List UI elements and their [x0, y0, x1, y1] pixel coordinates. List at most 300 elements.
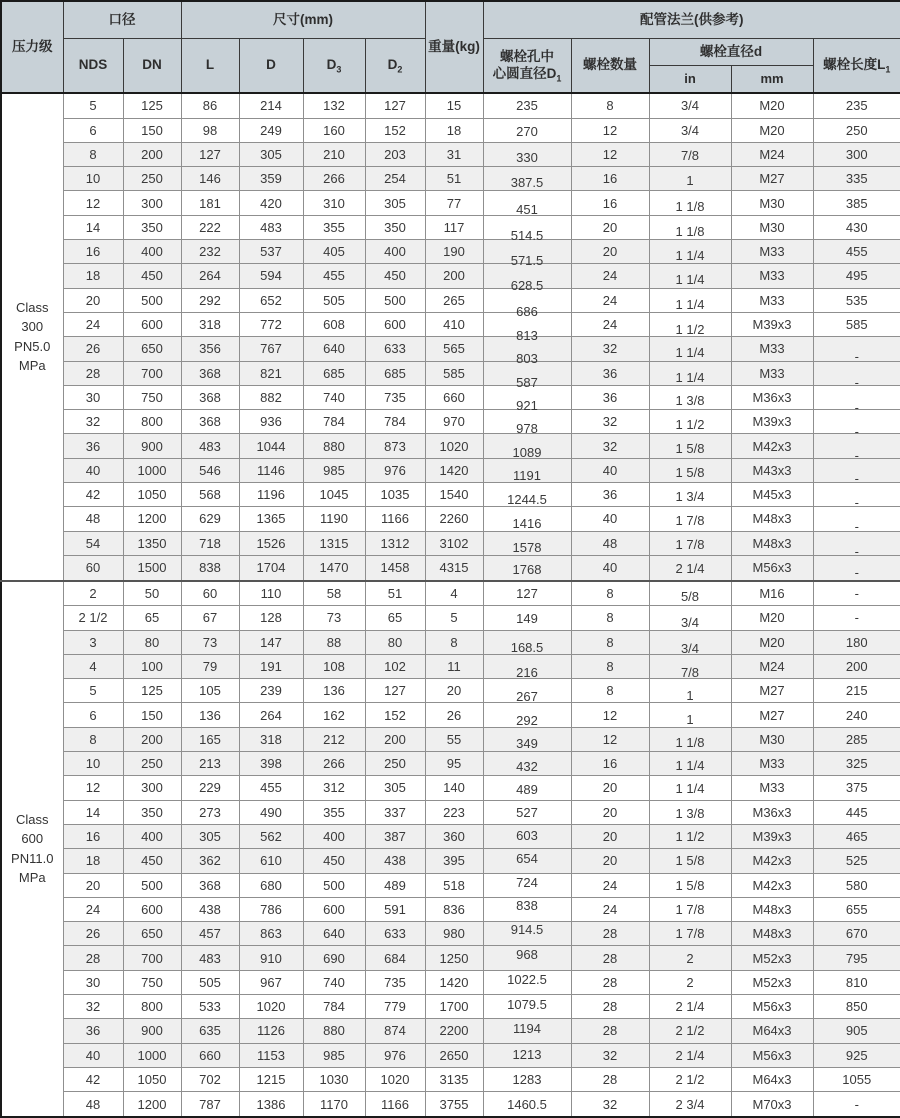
cell-bolt_dia_in: 1 7/8 — [649, 897, 731, 921]
table-row — [1, 361, 900, 385]
cell-DN: 600 — [123, 312, 181, 336]
cell-NDS: 5 — [63, 93, 123, 118]
cell-bolt_circle_D1: 571.5 — [483, 240, 571, 264]
cell-bolt_circle_D1: 349 — [483, 727, 571, 751]
cell-bolt_dia_in: 1 3/8 — [649, 800, 731, 824]
cell-L: 86 — [181, 93, 239, 118]
cell-bolt_len_L1: 250 — [813, 118, 900, 142]
table-row — [1, 995, 900, 1019]
cell-bolt_dia_in: 5/8 — [649, 581, 731, 606]
cell-L: 368 — [181, 385, 239, 409]
cell-NDS: 32 — [63, 410, 123, 434]
cell-L: 838 — [181, 555, 239, 580]
cell-bolt_dia_mm: M39x3 — [731, 312, 813, 336]
cell-weight_kg: 970 — [425, 410, 483, 434]
cell-bolt_dia_mm: M20 — [731, 93, 813, 118]
cell-NDS: 60 — [63, 555, 123, 580]
cell-bolt_qty: 32 — [571, 337, 649, 361]
cell-D3: 162 — [303, 703, 365, 727]
cell-D: 110 — [239, 581, 303, 606]
cell-bolt_len_L1: - — [813, 337, 900, 361]
cell-weight_kg: 2260 — [425, 507, 483, 531]
cell-bolt_dia_in: 2 1/4 — [649, 555, 731, 580]
cell-D2: 1035 — [365, 483, 425, 507]
cell-L: 292 — [181, 288, 239, 312]
cell-bolt_qty: 12 — [571, 703, 649, 727]
table-row — [1, 703, 900, 727]
cell-bolt_dia_mm: M56x3 — [731, 1043, 813, 1067]
cell-D2: 450 — [365, 264, 425, 288]
cell-L: 438 — [181, 897, 239, 921]
cell-D2: 152 — [365, 703, 425, 727]
header-flange: 配管法兰(供参考) — [483, 1, 900, 39]
cell-D3: 1045 — [303, 483, 365, 507]
cell-NDS: 10 — [63, 167, 123, 191]
cell-bolt_dia_mm: M24 — [731, 654, 813, 678]
cell-D2: 735 — [365, 385, 425, 409]
cell-D3: 740 — [303, 385, 365, 409]
cell-NDS: 2 1/2 — [63, 606, 123, 630]
cell-D3: 880 — [303, 434, 365, 458]
cell-D3: 985 — [303, 458, 365, 482]
cell-bolt_len_L1: 325 — [813, 752, 900, 776]
header-bolt-length: 螺栓长度$L_1$ — [813, 39, 900, 94]
cell-bolt_dia_mm: M42x3 — [731, 849, 813, 873]
cell-D3: 88 — [303, 630, 365, 654]
cell-bolt_dia_mm: M20 — [731, 606, 813, 630]
cell-D3: 108 — [303, 654, 365, 678]
table-row — [1, 1067, 900, 1091]
cell-bolt_circle_D1: 1578 — [483, 531, 571, 555]
cell-bolt_dia_in: 3/4 — [649, 630, 731, 654]
cell-bolt_dia_in: 2 1/4 — [649, 1043, 731, 1067]
cell-D3: 1315 — [303, 531, 365, 555]
cell-bolt_dia_mm: M33 — [731, 361, 813, 385]
cell-D: 821 — [239, 361, 303, 385]
cell-bolt_qty: 32 — [571, 410, 649, 434]
cell-bolt_len_L1: 240 — [813, 703, 900, 727]
cell-bolt_len_L1: 215 — [813, 679, 900, 703]
cell-bolt_dia_mm: M27 — [731, 167, 813, 191]
cell-bolt_dia_mm: M48x3 — [731, 922, 813, 946]
cell-weight_kg: 200 — [425, 264, 483, 288]
cell-bolt_len_L1: 925 — [813, 1043, 900, 1067]
cell-D: 1386 — [239, 1092, 303, 1117]
cell-bolt_circle_D1: 330 — [483, 142, 571, 166]
cell-bolt_qty: 28 — [571, 922, 649, 946]
cell-D2: 305 — [365, 191, 425, 215]
table-row — [1, 264, 900, 288]
cell-NDS: 28 — [63, 946, 123, 970]
cell-D3: 132 — [303, 93, 365, 118]
cell-bolt_dia_mm: M52x3 — [731, 970, 813, 994]
cell-L: 368 — [181, 873, 239, 897]
cell-bolt_dia_mm: M64x3 — [731, 1019, 813, 1043]
cell-D3: 160 — [303, 118, 365, 142]
cell-bolt_qty: 40 — [571, 458, 649, 482]
cell-weight_kg: 1700 — [425, 995, 483, 1019]
cell-weight_kg: 8 — [425, 630, 483, 654]
table-row — [1, 240, 900, 264]
cell-L: 483 — [181, 946, 239, 970]
cell-D3: 1030 — [303, 1067, 365, 1091]
cell-bolt_dia_mm: M56x3 — [731, 995, 813, 1019]
cell-D: 1704 — [239, 555, 303, 580]
cell-weight_kg: 18 — [425, 118, 483, 142]
cell-D2: 779 — [365, 995, 425, 1019]
cell-weight_kg: 4315 — [425, 555, 483, 580]
cell-bolt_qty: 36 — [571, 361, 649, 385]
cell-DN: 1000 — [123, 458, 181, 482]
cell-D2: 600 — [365, 312, 425, 336]
cell-bolt_circle_D1: 1191 — [483, 458, 571, 482]
cell-L: 362 — [181, 849, 239, 873]
cell-L: 660 — [181, 1043, 239, 1067]
cell-bolt_dia_in: 7/8 — [649, 142, 731, 166]
cell-bolt_dia_in: 1 1/4 — [649, 337, 731, 361]
cell-bolt_len_L1: 655 — [813, 897, 900, 921]
table-row — [1, 752, 900, 776]
cell-bolt_qty: 16 — [571, 191, 649, 215]
cell-bolt_dia_in: 1 7/8 — [649, 531, 731, 555]
cell-bolt_len_L1: 1055 — [813, 1067, 900, 1091]
cell-weight_kg: 11 — [425, 654, 483, 678]
cell-NDS: 6 — [63, 703, 123, 727]
table-row — [1, 873, 900, 897]
cell-D3: 310 — [303, 191, 365, 215]
cell-bolt_dia_in: 1 1/8 — [649, 215, 731, 239]
table-row — [1, 1092, 900, 1117]
cell-bolt_qty: 20 — [571, 215, 649, 239]
cell-bolt_dia_mm: M45x3 — [731, 483, 813, 507]
cell-NDS: 30 — [63, 385, 123, 409]
cell-bolt_dia_in: 1 — [649, 167, 731, 191]
cell-D2: 1020 — [365, 1067, 425, 1091]
cell-D2: 976 — [365, 1043, 425, 1067]
cell-D2: 152 — [365, 118, 425, 142]
cell-D3: 266 — [303, 752, 365, 776]
cell-bolt_dia_mm: M33 — [731, 337, 813, 361]
cell-weight_kg: 1420 — [425, 458, 483, 482]
cell-D: 882 — [239, 385, 303, 409]
cell-weight_kg: 518 — [425, 873, 483, 897]
cell-NDS: 20 — [63, 288, 123, 312]
cell-weight_kg: 585 — [425, 361, 483, 385]
cell-L: 264 — [181, 264, 239, 288]
cell-bolt_dia_mm: M52x3 — [731, 946, 813, 970]
cell-bolt_len_L1: 445 — [813, 800, 900, 824]
cell-DN: 750 — [123, 385, 181, 409]
cell-D2: 51 — [365, 581, 425, 606]
cell-D: 483 — [239, 215, 303, 239]
cell-bolt_circle_D1: 1416 — [483, 507, 571, 531]
cell-bolt_dia_in: 1 1/2 — [649, 312, 731, 336]
cell-DN: 350 — [123, 215, 181, 239]
cell-D3: 985 — [303, 1043, 365, 1067]
cell-bolt_dia_in: 7/8 — [649, 654, 731, 678]
cell-L: 127 — [181, 142, 239, 166]
cell-D3: 210 — [303, 142, 365, 166]
cell-bolt_qty: 28 — [571, 995, 649, 1019]
cell-weight_kg: 15 — [425, 93, 483, 118]
cell-bolt_circle_D1: 1089 — [483, 434, 571, 458]
cell-bolt_circle_D1: 628.5 — [483, 264, 571, 288]
cell-bolt_len_L1: - — [813, 581, 900, 606]
cell-D3: 740 — [303, 970, 365, 994]
table-row — [1, 507, 900, 531]
cell-DN: 150 — [123, 703, 181, 727]
cell-D3: 880 — [303, 1019, 365, 1043]
cell-DN: 800 — [123, 410, 181, 434]
cell-bolt_circle_D1: 168.5 — [483, 630, 571, 654]
section-class-600 — [1, 581, 900, 1117]
cell-DN: 125 — [123, 93, 181, 118]
cell-L: 98 — [181, 118, 239, 142]
cell-bolt_circle_D1: 1283 — [483, 1067, 571, 1091]
cell-D: 214 — [239, 93, 303, 118]
cell-bolt_qty: 12 — [571, 142, 649, 166]
cell-bolt_dia_mm: M24 — [731, 142, 813, 166]
cell-NDS: 54 — [63, 531, 123, 555]
cell-bolt_qty: 8 — [571, 93, 649, 118]
cell-D: 398 — [239, 752, 303, 776]
table-row — [1, 215, 900, 239]
cell-D2: 254 — [365, 167, 425, 191]
cell-bolt_qty: 12 — [571, 727, 649, 751]
cell-bolt_qty: 24 — [571, 264, 649, 288]
cell-bolt_dia_mm: M20 — [731, 630, 813, 654]
cell-bolt_dia_in: 1 1/4 — [649, 240, 731, 264]
cell-bolt_dia_mm: M33 — [731, 240, 813, 264]
cell-bolt_len_L1: 525 — [813, 849, 900, 873]
table-row — [1, 385, 900, 409]
cell-DN: 1350 — [123, 531, 181, 555]
cell-weight_kg: 410 — [425, 312, 483, 336]
cell-D: 1526 — [239, 531, 303, 555]
cell-NDS: 8 — [63, 142, 123, 166]
cell-D3: 450 — [303, 849, 365, 873]
cell-D2: 735 — [365, 970, 425, 994]
cell-DN: 1050 — [123, 1067, 181, 1091]
cell-bolt_circle_D1: 838 — [483, 897, 571, 921]
cell-L: 505 — [181, 970, 239, 994]
cell-bolt_dia_in: 1 — [649, 703, 731, 727]
cell-weight_kg: 1250 — [425, 946, 483, 970]
cell-NDS: 8 — [63, 727, 123, 751]
cell-bolt_dia_mm: M30 — [731, 191, 813, 215]
cell-bolt_dia_in: 1 1/4 — [649, 776, 731, 800]
cell-bolt_circle_D1: 1244.5 — [483, 483, 571, 507]
cell-L: 546 — [181, 458, 239, 482]
table-row — [1, 581, 900, 606]
cell-bolt_circle_D1: 1079.5 — [483, 995, 571, 1019]
cell-D: 610 — [239, 849, 303, 873]
cell-D: 1153 — [239, 1043, 303, 1067]
cell-bolt_len_L1: 375 — [813, 776, 900, 800]
cell-bolt_dia_in: 2 — [649, 946, 731, 970]
cell-D: 249 — [239, 118, 303, 142]
cell-NDS: 2 — [63, 581, 123, 606]
cell-bolt_len_L1: 180 — [813, 630, 900, 654]
cell-bolt_qty: 24 — [571, 897, 649, 921]
cell-DN: 400 — [123, 240, 181, 264]
cell-NDS: 18 — [63, 264, 123, 288]
cell-D2: 127 — [365, 679, 425, 703]
cell-bolt_circle_D1: 803 — [483, 337, 571, 361]
cell-DN: 300 — [123, 191, 181, 215]
cell-D: 455 — [239, 776, 303, 800]
table-row — [1, 970, 900, 994]
table-row — [1, 824, 900, 848]
cell-weight_kg: 395 — [425, 849, 483, 873]
cell-weight_kg: 3755 — [425, 1092, 483, 1117]
cell-D3: 505 — [303, 288, 365, 312]
cell-bolt_qty: 28 — [571, 946, 649, 970]
cell-DN: 400 — [123, 824, 181, 848]
cell-L: 165 — [181, 727, 239, 751]
cell-L: 305 — [181, 824, 239, 848]
cell-L: 136 — [181, 703, 239, 727]
cell-weight_kg: 2650 — [425, 1043, 483, 1067]
cell-bolt_len_L1: 285 — [813, 727, 900, 751]
cell-bolt_len_L1: 495 — [813, 264, 900, 288]
cell-bolt_dia_mm: M27 — [731, 703, 813, 727]
cell-bolt_dia_in: 1 1/4 — [649, 361, 731, 385]
cell-bolt_len_L1: - — [813, 1092, 900, 1117]
cell-bolt_len_L1: 335 — [813, 167, 900, 191]
cell-bolt_dia_in: 2 1/2 — [649, 1019, 731, 1043]
cell-NDS: 28 — [63, 361, 123, 385]
header-d3: $D_3$ — [303, 39, 365, 94]
cell-D: 318 — [239, 727, 303, 751]
cell-D: 239 — [239, 679, 303, 703]
cell-D2: 65 — [365, 606, 425, 630]
cell-bolt_dia_in: 1 7/8 — [649, 507, 731, 531]
cell-D: 910 — [239, 946, 303, 970]
cell-DN: 200 — [123, 727, 181, 751]
cell-D: 191 — [239, 654, 303, 678]
cell-DN: 1500 — [123, 555, 181, 580]
cell-L: 702 — [181, 1067, 239, 1091]
cell-bolt_dia_mm: M30 — [731, 727, 813, 751]
header-dimensions: 尺寸(mm) — [181, 1, 425, 39]
cell-D3: 312 — [303, 776, 365, 800]
cell-bolt_dia_mm: M16 — [731, 581, 813, 606]
cell-D3: 690 — [303, 946, 365, 970]
cell-bolt_len_L1: 465 — [813, 824, 900, 848]
cell-bolt_dia_in: 1 — [649, 679, 731, 703]
cell-bolt_dia_in: 1 1/2 — [649, 824, 731, 848]
cell-bolt_dia_in: 3/4 — [649, 118, 731, 142]
cell-weight_kg: 51 — [425, 167, 483, 191]
cell-D3: 640 — [303, 922, 365, 946]
cell-D2: 305 — [365, 776, 425, 800]
cell-bolt_dia_mm: M64x3 — [731, 1067, 813, 1091]
cell-L: 368 — [181, 361, 239, 385]
cell-NDS: 12 — [63, 776, 123, 800]
cell-bolt_len_L1: - — [813, 606, 900, 630]
cell-D3: 685 — [303, 361, 365, 385]
header-dn: DN — [123, 39, 181, 94]
table-header — [1, 1, 900, 93]
cell-DN: 250 — [123, 752, 181, 776]
cell-bolt_dia_in: 1 1/8 — [649, 191, 731, 215]
cell-weight_kg: 3135 — [425, 1067, 483, 1091]
cell-bolt_len_L1: - — [813, 434, 900, 458]
table-row — [1, 531, 900, 555]
cell-D: 772 — [239, 312, 303, 336]
cell-weight_kg: 980 — [425, 922, 483, 946]
cell-NDS: 42 — [63, 1067, 123, 1091]
cell-bolt_dia_mm: M42x3 — [731, 434, 813, 458]
cell-bolt_qty: 40 — [571, 507, 649, 531]
table-row — [1, 288, 900, 312]
cell-bolt_len_L1: - — [813, 507, 900, 531]
cell-bolt_circle_D1: 1460.5 — [483, 1092, 571, 1117]
cell-bolt_dia_in: 2 1/4 — [649, 995, 731, 1019]
cell-D3: 73 — [303, 606, 365, 630]
cell-NDS: 16 — [63, 824, 123, 848]
cell-D: 420 — [239, 191, 303, 215]
cell-bolt_dia_mm: M33 — [731, 776, 813, 800]
cell-D2: 633 — [365, 922, 425, 946]
cell-bolt_circle_D1: 489 — [483, 776, 571, 800]
cell-bolt_circle_D1: 514.5 — [483, 215, 571, 239]
cell-D: 767 — [239, 337, 303, 361]
cell-bolt_dia_in: 1 1/4 — [649, 752, 731, 776]
cell-NDS: 20 — [63, 873, 123, 897]
cell-NDS: 12 — [63, 191, 123, 215]
cell-D3: 355 — [303, 215, 365, 239]
cell-NDS: 3 — [63, 630, 123, 654]
cell-NDS: 30 — [63, 970, 123, 994]
cell-NDS: 10 — [63, 752, 123, 776]
cell-bolt_circle_D1: 968 — [483, 946, 571, 970]
table-row — [1, 800, 900, 824]
pressure-class-label: Class 300 PN5.0 MPa — [1, 93, 63, 581]
section-class-300 — [1, 93, 900, 581]
table-row — [1, 167, 900, 191]
cell-D2: 684 — [365, 946, 425, 970]
cell-D2: 1166 — [365, 507, 425, 531]
cell-bolt_qty: 20 — [571, 824, 649, 848]
cell-DN: 1000 — [123, 1043, 181, 1067]
cell-L: 181 — [181, 191, 239, 215]
cell-L: 105 — [181, 679, 239, 703]
table-row — [1, 654, 900, 678]
cell-DN: 125 — [123, 679, 181, 703]
cell-D3: 640 — [303, 337, 365, 361]
cell-bolt_circle_D1: 451 — [483, 191, 571, 215]
cell-NDS: 24 — [63, 897, 123, 921]
cell-bolt_circle_D1: 914.5 — [483, 922, 571, 946]
table-row — [1, 118, 900, 142]
table-row — [1, 606, 900, 630]
cell-weight_kg: 360 — [425, 824, 483, 848]
cell-D2: 685 — [365, 361, 425, 385]
cell-bolt_qty: 24 — [571, 873, 649, 897]
cell-weight_kg: 5 — [425, 606, 483, 630]
cell-NDS: 14 — [63, 800, 123, 824]
header-bolt-dia: 螺栓直径d — [649, 39, 813, 66]
table-row — [1, 337, 900, 361]
cell-D2: 400 — [365, 240, 425, 264]
cell-NDS: 4 — [63, 654, 123, 678]
cell-D2: 80 — [365, 630, 425, 654]
cell-NDS: 40 — [63, 458, 123, 482]
cell-bolt_len_L1: - — [813, 483, 900, 507]
header-l: L — [181, 39, 239, 94]
